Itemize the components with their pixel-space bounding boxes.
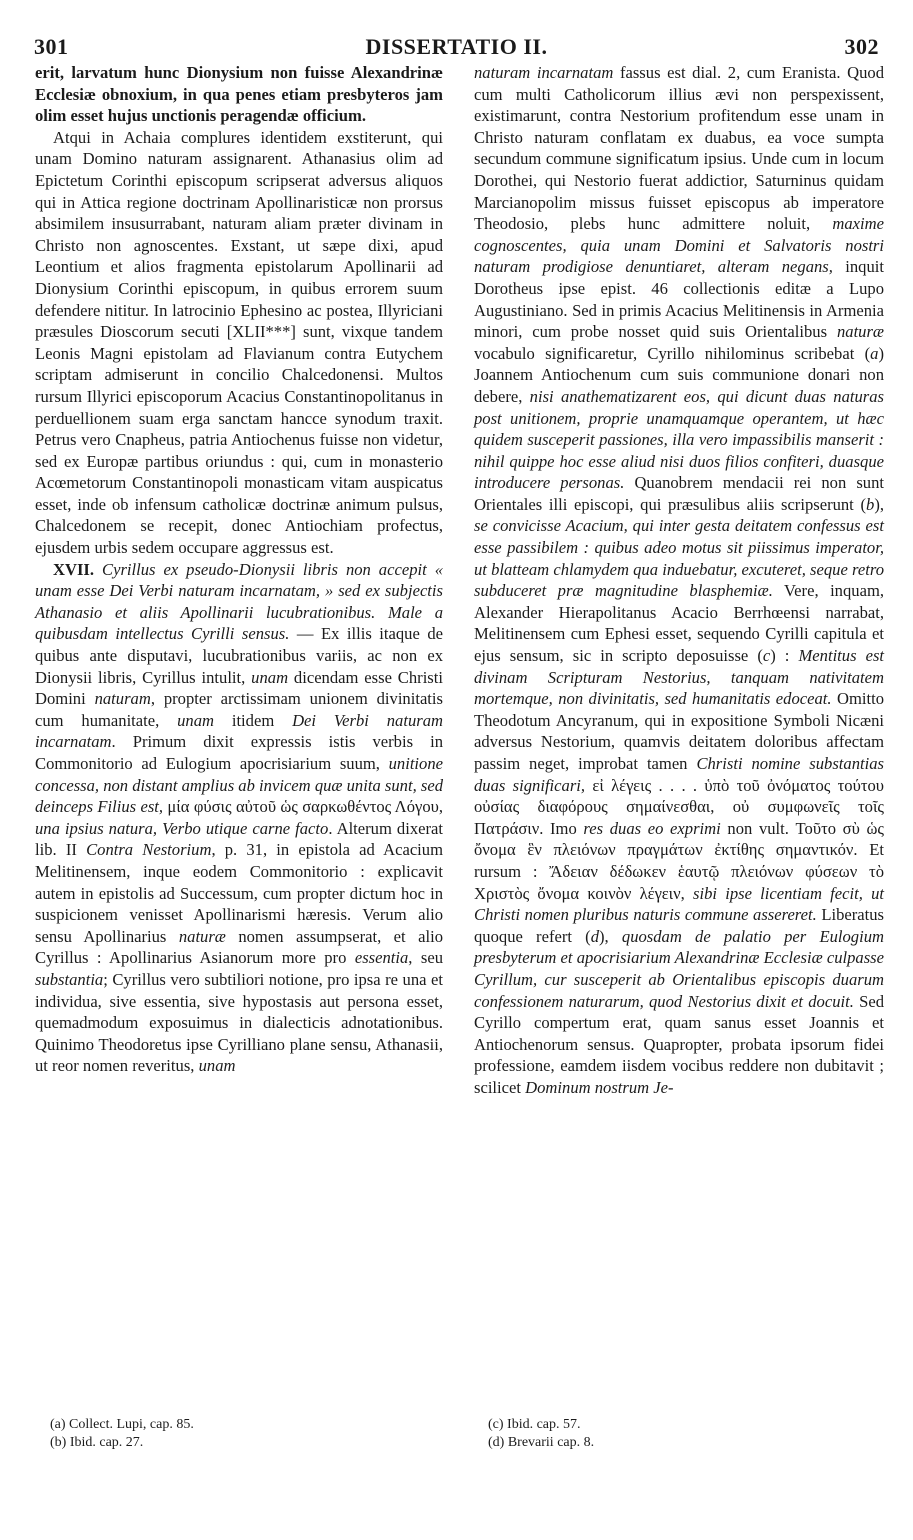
paragraph: naturam incarnatam fassus est dial. 2, cum Eranista. Quod cum multi Catholicorum illius ævi non perspexissent, existimarunt, contra Nestorium profitendum esse unam in Christo naturam conflatam ex duabus, ea voce sumpta secundum commune significatum ipsius. Unde cum in locum Dorothei, qui Nestorio fuerat addictior, Saturninus quidam Marcianopolim missus fuisset episcopus ab imperatore Theodosio, plebs hunc admittere noluit, maxime cognoscentes, quia unam Domini et Salvatoris nostri naturam prodigiose denuntiaret, alteram negans, inquit Dorotheus ipse epist. 46 collectionis editæ a Lupo Augustiniano. Sed in primis Acacius Melitinensis in Armenia minori, cum probe nosset quid suis Orientalibus naturæ vocabulo significaretur, Cyrillo nihilominus scribebat (a) Joannem Antiochenum cum suis communione donari non debere, nisi anathematizarent eos, qui dicunt duas naturas post unitionem, proprie unamquamque operantem, ut hæc quidem susceperit passiones, illa vero impassibilis manserit : nihil quippe hoc esse aliud nisi duos filios confiteri, duasque introducere personas. Quanobrem mendacii rei non sunt Orientales illi episcopi, qui præsulibus aliis scripserunt (b), se convicisse Acacium, qui inter gesta deitatem confessus est esse passibilem : quibus adeo motus sit piissimus imperator, ut blatteam chlamydem qua induebatur, excuteret, seque retro subduceret præ magnitudine blasphemiæ. Vere, inquam, Alexander Hierapolitanus Acacio Berrhœensi narrabat, Melitinensem cum Ephesi esset, sequendo Cyrilli capitula et ejus sensum, sic in scripto deposuisse (c) : Mentitus est divinam Scripturam Nestorius, tanquam nativitatem mortemque, non divinitatis, sed humanitatis edoceat. Omitto Theodotum Ancyranum, qui in expositione Symboli Nicæni adversus Nestorium, quamvis deitatem doloribus affectam passim neget, improbat tamen Christi nomine substantias duas significari, εἰ λέγεις . . . . ὑπὸ τοῦ ὀνόματος τούτου οὐσίας διαφόρους σημαίνεσθαι, οὐ συμφωνεῖς τοῖς Πατράσιν. Imo res duas eo exprimi non vult. Τοῦτο σὺ ὡς ὄνομα ἓν πλειόνων πραγμάτων ἐκτίθης σημαντικόν. Et rursum : Ἄδειαν δέδωκεν ἑαυτῷ πλειόνων φύσεων τὸ Χριστὸς ὄνομα κοινὸν λέγειν, sibi ipse licentiam fecit, ut Christi nomen pluribus naturis commune assereret. Liberatus quoque refert (d), quosdam de palatio per Eulogium presbyterum et apocrisiarium Alexandrinæ Ecclesiæ culpasse Cyrillum, cur susceperit ab Orientalibus episcopis duarum confessionem naturarum, quod Nestorius dixit et docuit. Sed Cyrillo compertum erat, quam sanus esset Joannis et Antiochenorum sensus. Quapropter, probata ipsorum fidei professione, eamdem iisdem vocibus reddere non dubitavit ; scilicet Dominum nostrum Je-	[474, 63, 885, 1097]
page-number-right: 302	[844, 34, 879, 59]
footnote-c: (c) Ibid. cap. 57.	[488, 1417, 581, 1432]
footnotes-right	[488, 1416, 594, 1452]
paragraph: erit, larvatum hunc Dionysium non fuisse Alexandrinæ Ecclesiæ obnoxium, in qua penes etiam presbyteros jam olim esset hujus unctionis peragendæ officium.	[35, 63, 443, 126]
footnote-a: (a) Collect. Lupi, cap. 85.	[50, 1417, 194, 1432]
paragraph: Atqui in Achaia complures identidem exstiterunt, qui unam Domino naturam assignarent. Athanasius olim ad Epictetum Corinthi episcopum scripserat adversus aliquos qui in Attica regione doctrinam Apollinaristicæ non prorsus absimilem insusurrabant, naturam aliam præter divinam in Christo non agnoscentes. Exstant, ut sæpe dixi, apud Leontium et alios fragmenta epistolarum Apollinarii ad Dionysium Corinthi episcopum, in quibus errorem suum defendere nititur. In latrocinio Ephesino ac postea, Illyriciani præsules Dioscorum secuti [XLII***] sunt, vixque tandem Leonis Magni epistolam ad Flavianum contra Eutychem scriptam admiserunt in concilio Chalcedonensi. Multos rursum Illyrici episcoporum Acacius Constantinopolitanus in perduellionem suam erga sanctam hancce synodum traxit. Petrus vero Cnapheus, patria Antiochenus fuisse non videtur, sed ex Europæ partibus oriundus : qui, cum in monasterio Acœmetorum Constantinopoli monasticam vitam auspicatus esset, inde ob infensum catholicæ doctrinæ animum pulsus, Chalcedonem se recepit, donec Antiochiam profectus, ejusdem urbis sedem occupare aggressus est.	[35, 127, 443, 558]
running-header	[34, 34, 879, 60]
paragraph: XVII. Cyrillus ex pseudo-Dionysii libris non accepit « unam esse Dei Verbi naturam incarnatam, » sed ex subjectis Athanasio et aliis Apollinarii lucubrationibus. Male a quibusdam intellectus Cyrilli sensus. — Ex illis itaque de quibus ante disputavi, lucubrationibus variis, ac non ex Dionysii libris, Cyrillus intulit, unam dicendam esse Christi Domini naturam, propter arctissimam unionem divinitatis cum humanitate, unam itidem Dei Verbi naturam incarnatam. Primum dixit expressis istis verbis in Commonitorio ad Eulogium apocrisiarium suum, unitione concessa, non distant amplius ab invicem quæ unita sunt, sed deinceps Filius est, μία φύσις αὐτοῦ ὡς σαρκωθέντος Λόγου, una ipsius natura, Verbo utique carne facto. Alterum dixerat lib. II Contra Nestorium, p. 31, in epistola ad Acacium Melitinensem, inque eodem Commonitorio : explicavit autem in epistolis ad Successum, cum propter dictum hoc in suspicionem venisset Apollinarismi hæresis. Verum alio sensu Apollinarius naturæ nomen assumpserat, et alio Cyrillus : Apollinarius Asianorum more pro essentia, seu substantia; Cyrillus vero subtiliori notione, pro ipsa re una et individua, sive essentia, sive hypostasis aut persona esset, quemadmodum exposuimus in dialecticis adnotationibus. Quinimo Theodoretus ipse Cyrilliano plane sensu, Athanasii, ut reor nomen reveritus, unam	[35, 559, 444, 1076]
page-number-left: 301	[34, 34, 69, 59]
left-column	[35, 62, 443, 1077]
footnote-d: (d) Brevarii cap. 8.	[488, 1435, 595, 1450]
right-column	[474, 62, 884, 1099]
footnotes-left	[50, 1416, 194, 1452]
footnote-b: (b) Ibid. cap. 27.	[50, 1435, 144, 1450]
running-title: DISSERTATIO II.	[365, 34, 548, 59]
